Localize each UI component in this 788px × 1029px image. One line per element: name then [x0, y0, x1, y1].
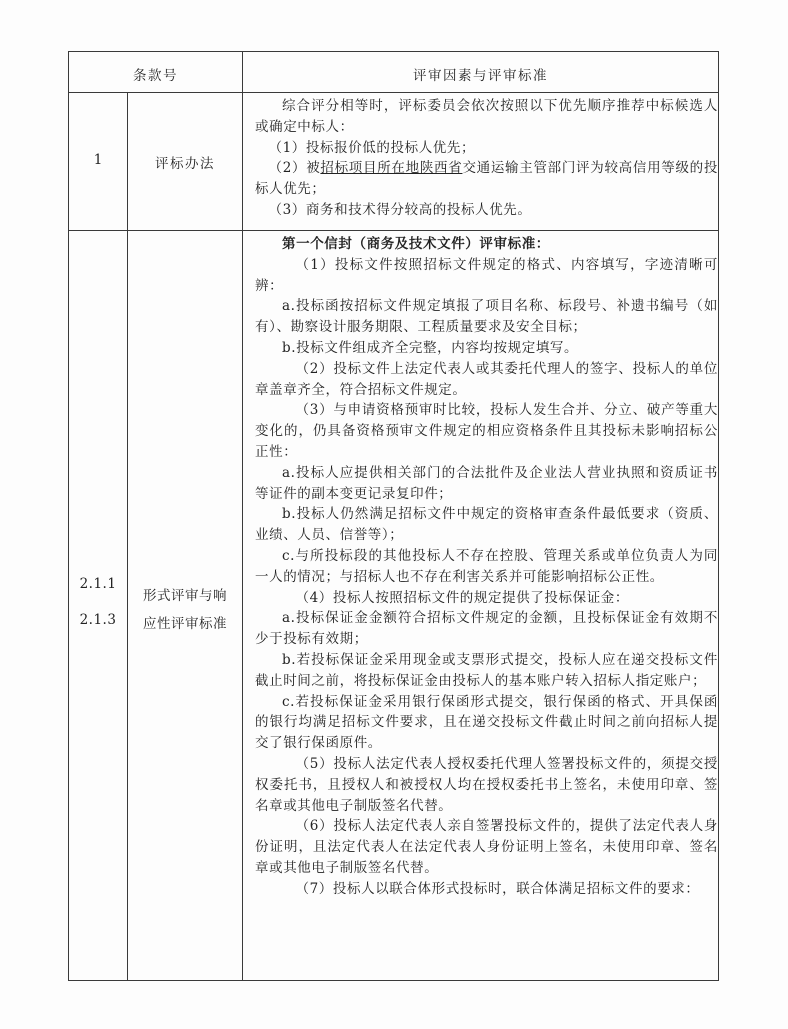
- column-divider-1: [127, 92, 128, 980]
- row1-underlined-text: 招标项目所在地陕西省: [320, 160, 463, 177]
- column-divider-2: [242, 52, 243, 980]
- row2-para-1b: b.投标文件组成齐全完整，内容均按规定填写。: [282, 339, 579, 356]
- row1-line-2: [255, 158, 718, 200]
- row2-para-5: （5）投标人法定代表人授权委托代理人签署投标文件的，须提交授权委托书，且授权人和被授权人均在授权委托书上签名，未使用印章、签名章或其他电子制版签名代替。: [255, 755, 718, 814]
- row1-name: 评标办法: [155, 156, 215, 172]
- row2-para-2: （2）投标文件上法定代表人或其委托代理人的签字、投标人的单位章盖章齐全，符合招标文件规定。: [255, 360, 718, 398]
- row2-para-4b: b.若投标保证金采用现金或支票形式提交，投标人应在递交投标文件截止时间之前，将投标保证金由投标人的基本账户转入招标人指定账户；: [255, 651, 718, 689]
- row1-line-2a: （2）被: [268, 160, 321, 177]
- evaluation-table: [68, 51, 719, 981]
- row1-line-3: （3）商务和技术得分较高的投标人优先。: [268, 201, 532, 218]
- row2-number-b: 2.1.3: [79, 612, 117, 628]
- row1-line-2b: 交通运输主管部门评为较高信用等级的投标人优先；: [255, 160, 718, 198]
- row-divider: [69, 230, 718, 231]
- row2-content: [255, 234, 718, 900]
- row2-para-1a: a.投标函按招标文件规定填报了项目名称、标段号、补遗书编号（如有）、勘察设计服务期限、工程质量要求及安全目标；: [255, 298, 718, 336]
- row2-para-1: （1）投标文件按照招标文件规定的格式、内容填写，字迹清晰可辨：: [255, 256, 718, 294]
- header-criteria: 评审因素与评审标准: [413, 68, 548, 84]
- row2-para-4c: c.若投标保证金采用银行保函形式提交，银行保函的格式、开具保函的银行均满足招标文件要求，且在递交投标文件截止时间之前向招标人提交了银行保函原件。: [255, 693, 718, 752]
- row2-para-6: （6）投标人法定代表人亲自签署投标文件的，提供了法定代表人身份证明，且法定代表人在法定代表人身份证明上签名，未使用印章、签名章或其他电子制版签名代替。: [255, 818, 718, 876]
- row2-heading: 第一个信封（商务及技术文件）评审标准：: [282, 236, 550, 252]
- row2-name-a: 形式评审与响: [143, 588, 227, 604]
- row2-name-b: 应性评审标准: [143, 616, 227, 632]
- header-divider: [69, 92, 718, 93]
- row2-para-4: （4）投标人按照招标文件的规定提供了投标保证金：: [295, 589, 629, 606]
- row2-para-3: （3）与申请资格预审时比较，投标人发生合并、分立、破产等重大变化的，仍具备资格预审文件规定的相应资格条件且其投标未影响招标公正性：: [255, 402, 718, 460]
- row2-para-3c: c.与所投标段的其他投标人不存在控股、管理关系或单位负责人为同一人的情况；与招标人也不存在利害关系并可能影响招标公正性。: [255, 547, 718, 585]
- row1-number: 1: [93, 152, 103, 168]
- header-clause-number: 条款号: [133, 68, 178, 84]
- row2-para-7: （7）投标人以联合体形式投标时，联合体满足招标文件的要求：: [295, 880, 700, 897]
- row2-number-a: 2.1.1: [79, 576, 117, 592]
- row2-para-3b: b.投标人仍然满足招标文件中规定的资格审查条件最低要求（资质、业绩、人员、信誉等）；: [255, 506, 718, 544]
- row1-line-intro: 综合评分相等时，评标委员会依次按照以下优先顺序推荐中标候选人或确定中标人：: [255, 98, 718, 135]
- row2-para-4a: a.投标保证金金额符合招标文件规定的金额，且投标保证金有效期不少于投标有效期；: [255, 610, 718, 648]
- row2-para-3a: a.投标人应提供相关部门的合法批件及企业法人营业执照和资质证书等证件的副本变更记录复印件；: [255, 464, 718, 502]
- row1-content: [255, 96, 718, 221]
- row1-line-1: （1）投标报价低的投标人优先；: [268, 139, 476, 156]
